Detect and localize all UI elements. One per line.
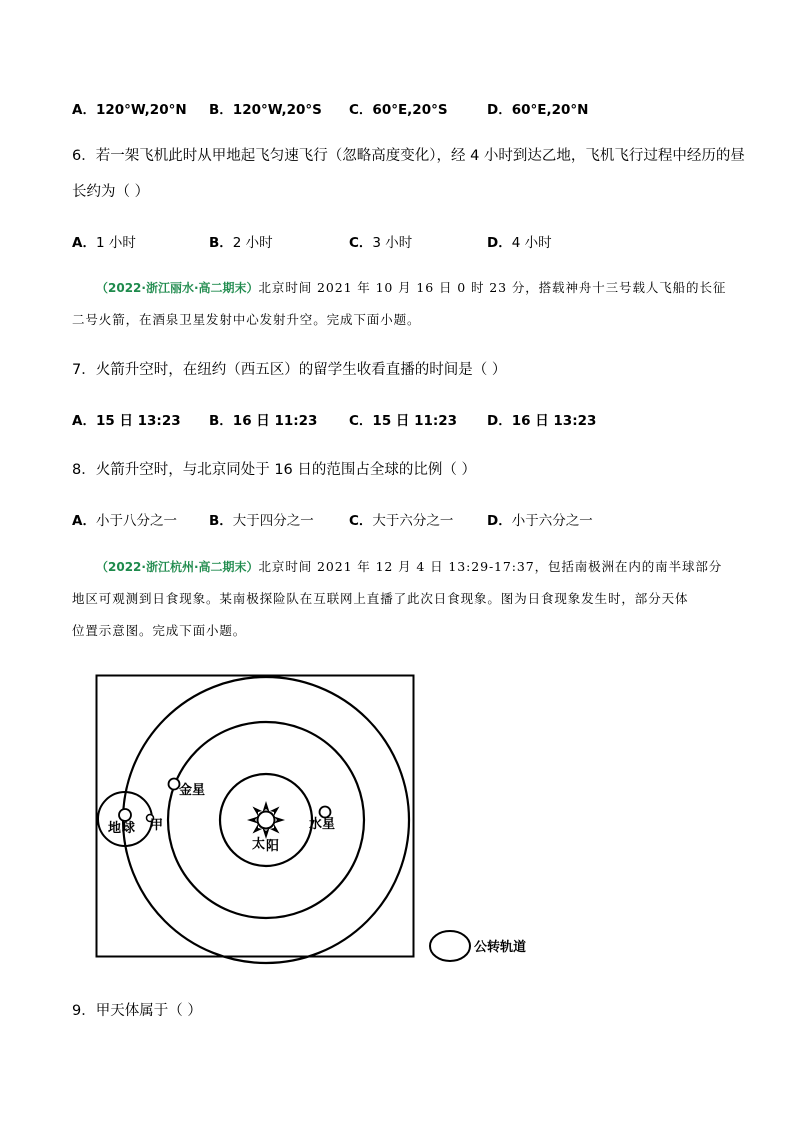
q9-stem: 9．甲天体属于（ ） [72, 1003, 202, 1019]
earth-label-1: 地 [108, 821, 122, 836]
legend-orbit-icon [430, 931, 470, 961]
earth-planet [119, 809, 131, 821]
q6-option-b: B．2 小时 [209, 235, 273, 251]
q8-option-b: B．大于四分之一 [209, 513, 314, 529]
mercury-planet [320, 807, 331, 818]
q6-stem-line1: 6．若一架飞机此时从甲地起飞匀速飞行（忽略高度变化），经 4 小时到达乙地，飞机飞行过程中经历的昼 [72, 148, 745, 164]
passage2-line3: 位置示意图。完成下面小题。 [72, 623, 247, 638]
q6-option-d: D．4 小时 [487, 235, 552, 251]
passage1-line1: （2022·浙江丽水·高二期末）北京时间 2021 年 10 月 16 日 0 时 23 分，搭载神舟十三号载人飞船的长征 [96, 280, 727, 295]
sun-icon [247, 801, 285, 839]
sun-label-2: 阳 [266, 839, 280, 854]
passage2-source: （2022·浙江杭州·高二期末） [96, 560, 259, 574]
mercury-label: 水星 [309, 817, 336, 832]
passage2-line2: 地区可观测到日食现象。某南极探险队在互联网上直播了此次日食现象。图为日食现象发生时，部分天体 [72, 591, 689, 606]
q7-option-d: D．16 日 13:23 [487, 413, 597, 429]
q7-option-c: C．15 日 11:23 [349, 413, 458, 429]
legend-label: 公转轨道 [474, 940, 527, 955]
q8-option-d: D．小于六分之一 [487, 513, 593, 529]
q6-stem-line2: 长约为（ ） [72, 184, 150, 200]
q8-option-c: C．大于六分之一 [349, 513, 454, 529]
passage1-source: （2022·浙江丽水·高二期末） [96, 281, 259, 295]
q6-option-c: C．3 小时 [349, 235, 413, 251]
q5-option-a: A．120°W,20°N [72, 102, 187, 118]
q5-option-d: D．60°E,20°N [487, 102, 589, 118]
q7-stem: 7．火箭升空时，在纽约（西五区）的留学生收看直播的时间是（ ） [72, 362, 507, 378]
passage2-line1: （2022·浙江杭州·高二期末）北京时间 2021 年 12 月 4 日 13:29-17:37，包括南极洲在内的南半球部分 [96, 559, 723, 574]
sun-label-1: 太 [252, 837, 266, 852]
q5-option-b: B．120°W,20°S [209, 102, 322, 118]
q6-option-a: A．1 小时 [72, 235, 136, 251]
q8-stem: 8．火箭升空时，与北京同处于 16 日的范围占全球的比例（ ） [72, 462, 477, 478]
q7-option-a: A．15 日 13:23 [72, 413, 181, 429]
q7-option-b: B．16 日 11:23 [209, 413, 318, 429]
venus-planet [169, 779, 180, 790]
passage1-line2: 二号火箭，在酒泉卫星发射中心发射升空。完成下面小题。 [72, 312, 421, 327]
q8-option-a: A．小于八分之一 [72, 513, 177, 529]
q5-option-c: C．60°E,20°S [349, 102, 448, 118]
venus-label: 金星 [179, 783, 206, 798]
earth-label-2: 球 [122, 821, 136, 836]
moon-label: 甲 [150, 818, 164, 833]
